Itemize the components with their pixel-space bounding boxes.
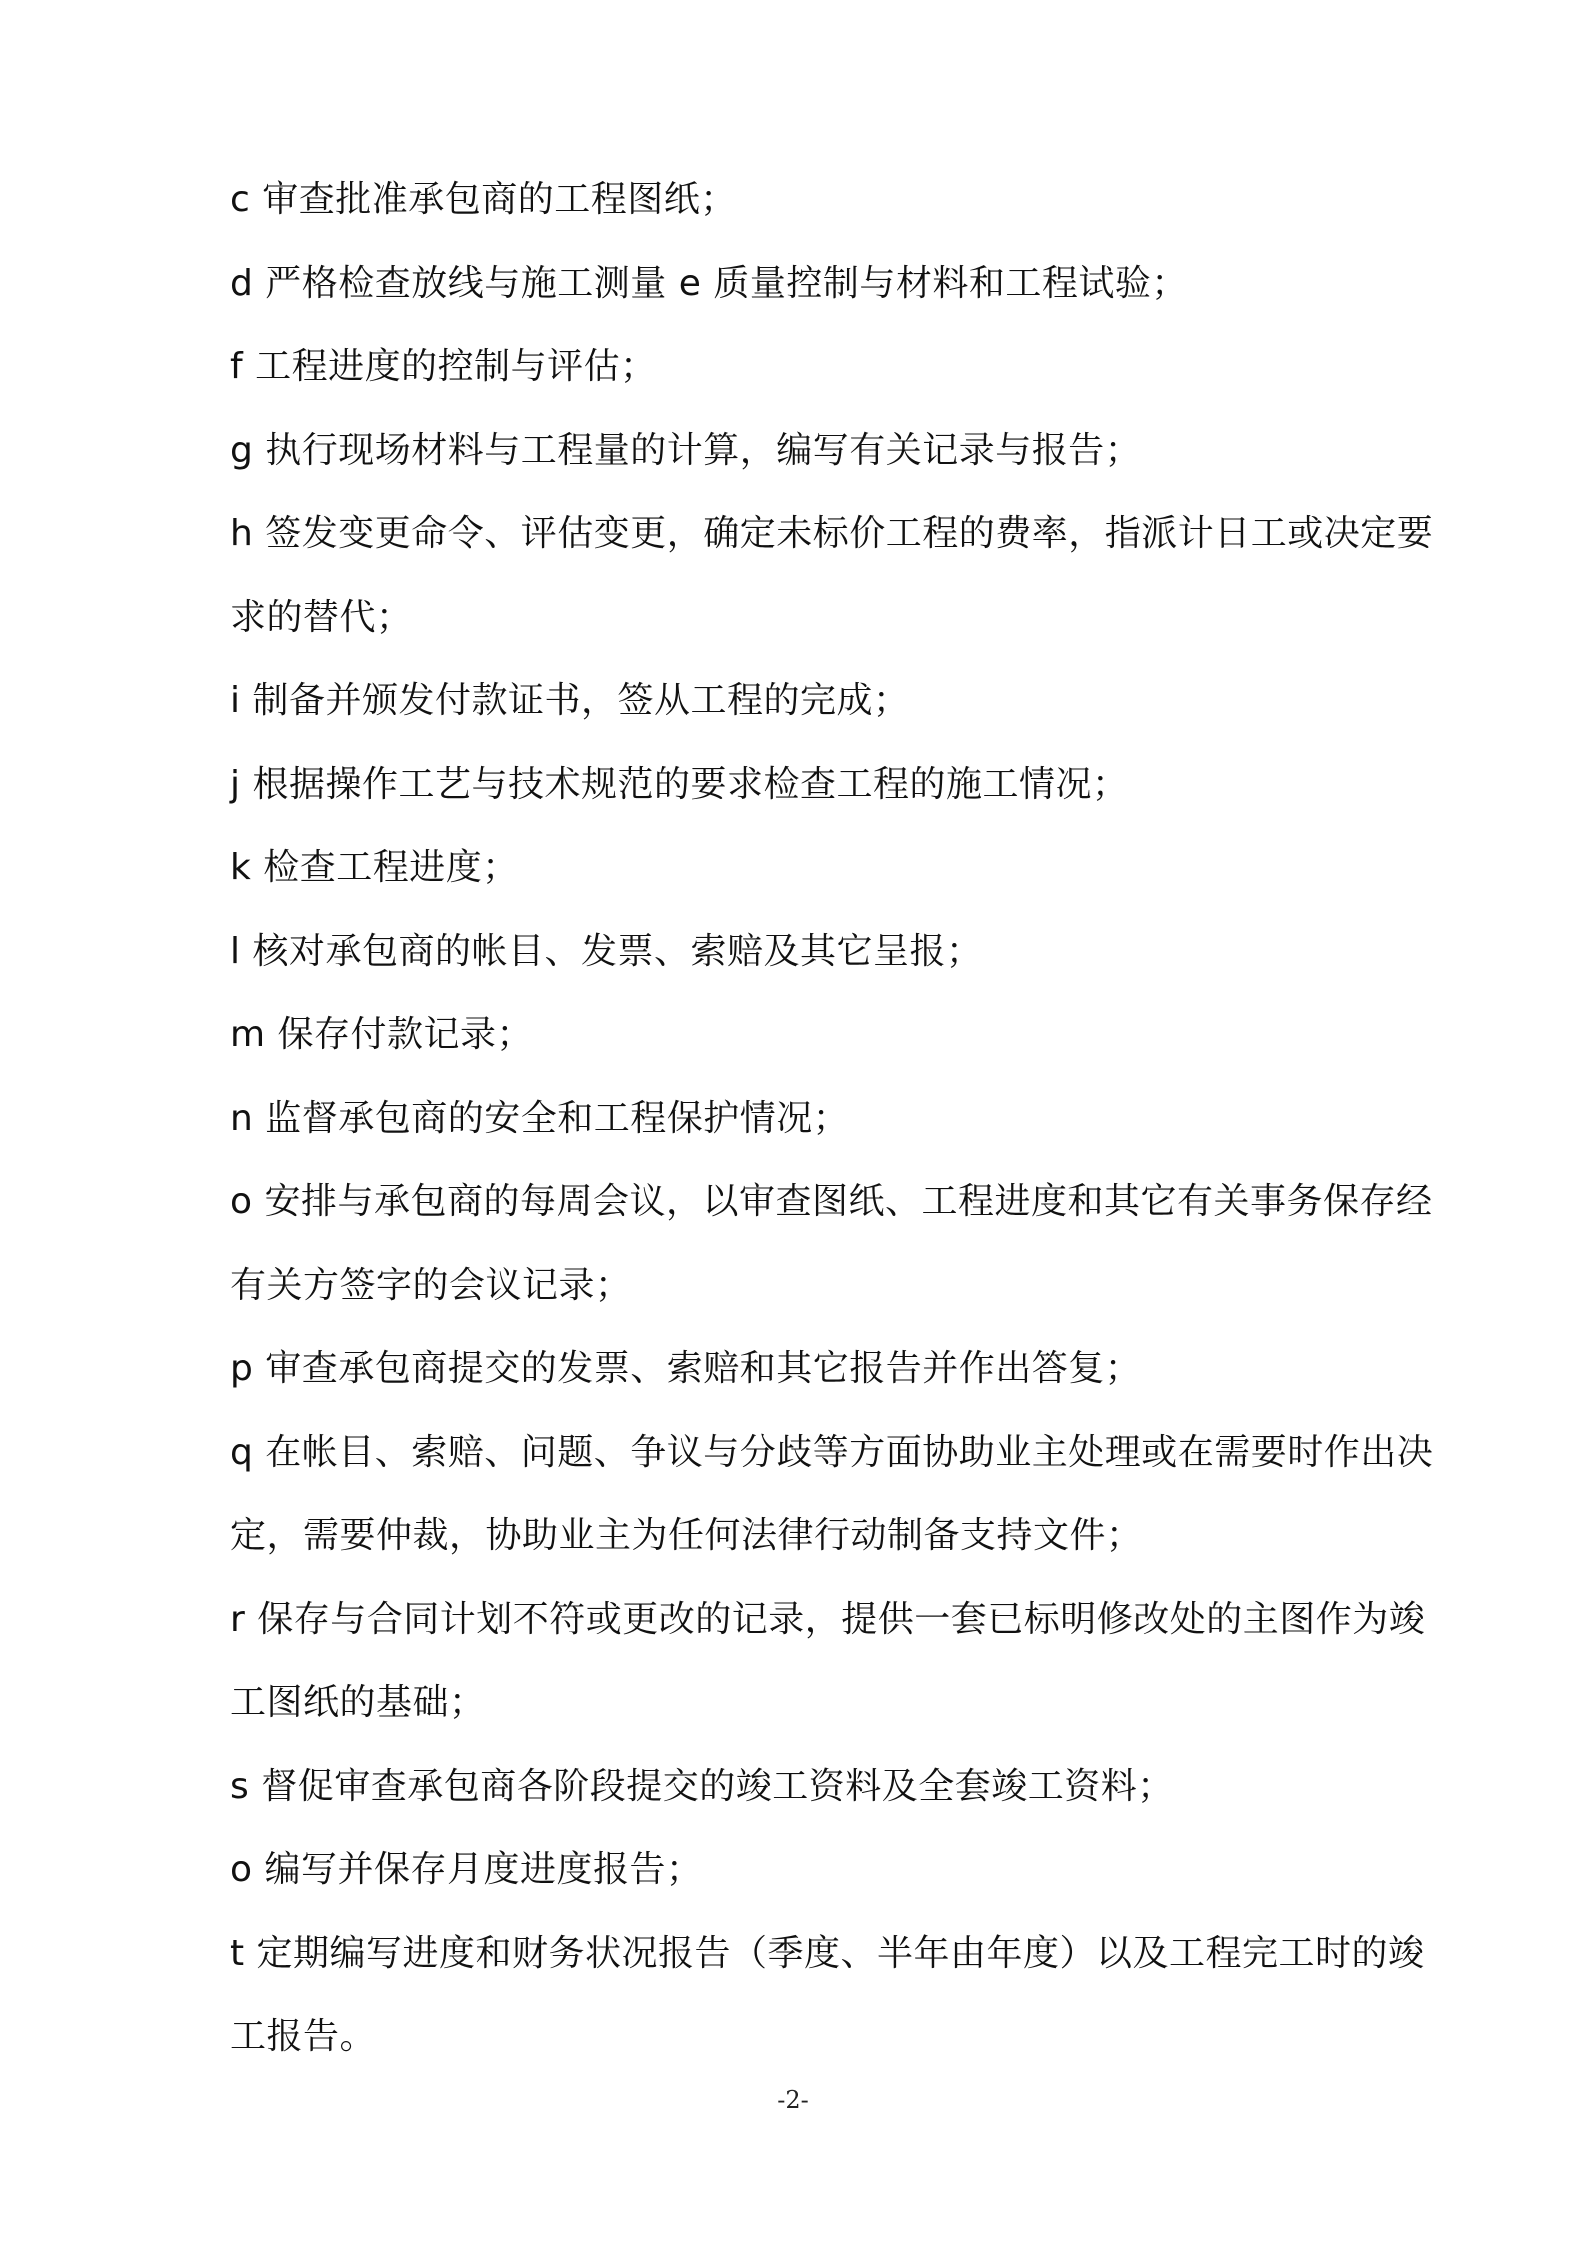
- clause-o-monthly: o 编写并保存月度进度报告；: [230, 1849, 703, 1890]
- clause-j: j 根据操作工艺与技术规范的要求检查工程的施工情况；: [230, 763, 1129, 805]
- clause-n: n 监督承包商的安全和工程保护情况；: [230, 1097, 850, 1139]
- clause-o: o 安排与承包商的每周会议，以审查图纸、工程进度和其它有关事务保存经有关方签字的会议记录；: [230, 1181, 1433, 1306]
- clause-d-e: d 严格检查放线与施工测量 e 质量控制与材料和工程试验；: [230, 262, 1188, 304]
- document-body: [230, 158, 1445, 2079]
- clause-h: h 签发变更命令、评估变更，确定未标价工程的费率，指派计日工或决定要求的替代；: [230, 513, 1434, 638]
- clause-p: p 审查承包商提交的发票、索赔和其它报告并作出答复；: [230, 1348, 1142, 1389]
- clause-g: g 执行现场材料与工程量的计算，编写有关记录与报告；: [230, 429, 1142, 471]
- clause-r: r 保存与合同计划不符或更改的记录，提供一套已标明修改处的主图作为竣工图纸的基础；: [230, 1598, 1426, 1723]
- clause-f: f 工程进度的控制与评估；: [230, 346, 657, 387]
- clause-i: i 制备并颁发付款证书，签从工程的完成；: [230, 680, 910, 721]
- clause-t: t 定期编写进度和财务状况报告（季度、半年由年度）以及工程完工时的竣工报告。: [230, 1932, 1425, 2057]
- page-number: -2-: [777, 2086, 809, 2114]
- clause-m: m 保存付款记录；: [230, 1014, 534, 1055]
- clause-q: q 在帐目、索赔、问题、争议与分歧等方面协助业主处理或在需要时作出决定，需要仲裁，协助业主为任何法律行动制备支持文件；: [230, 1431, 1434, 1556]
- clause-s: s 督促审查承包商各阶段提交的竣工资料及全套竣工资料；: [230, 1765, 1174, 1807]
- clause-k: k 检查工程进度；: [230, 847, 519, 888]
- clause-c: c 审查批准承包商的工程图纸；: [230, 179, 737, 220]
- clause-l: l 核对承包商的帐目、发票、索赔及其它呈报；: [230, 930, 983, 972]
